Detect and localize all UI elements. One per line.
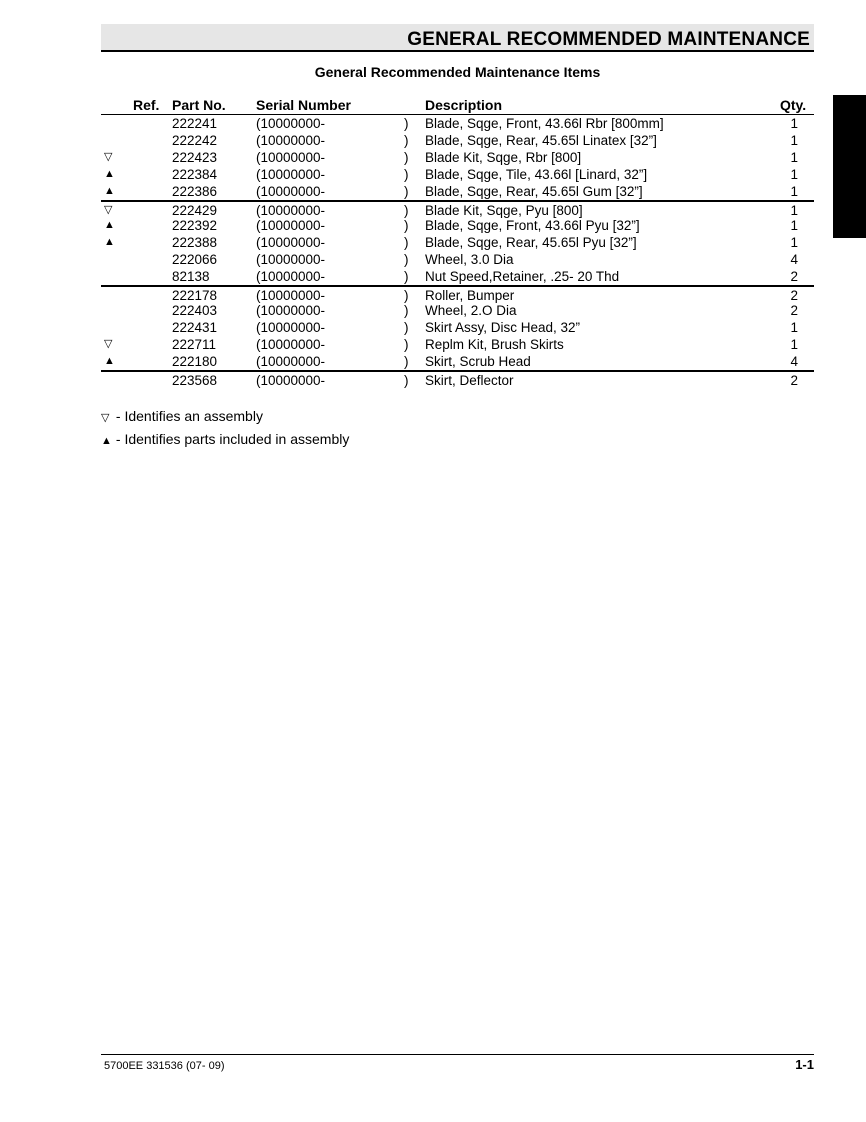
table-row: [101, 319, 814, 336]
row-part-number: 222403: [172, 303, 218, 318]
table-row: [101, 336, 814, 353]
row-quantity: 1: [790, 150, 798, 165]
page-number: 1-1: [795, 1057, 814, 1072]
row-description: Blade Kit, Sqge, Pyu [800]: [425, 203, 583, 218]
parts-table: [101, 115, 814, 387]
row-serial-number: (10000000-: [256, 303, 326, 318]
row-ref-symbol: ▽: [104, 151, 113, 163]
row-quantity: 2: [790, 269, 798, 284]
column-header-part-no: Part No.: [172, 97, 226, 113]
row-ref-symbol: ▲: [104, 185, 115, 197]
row-quantity: 1: [790, 320, 798, 335]
row-serial-close: ): [404, 150, 409, 165]
section-title: General Recommended Maintenance Items: [314, 64, 601, 80]
row-description: Skirt, Scrub Head: [425, 354, 531, 369]
row-part-number: 222429: [172, 203, 218, 218]
row-serial-close: ): [404, 167, 409, 182]
row-part-number: 222066: [172, 252, 218, 267]
row-serial-close: ): [404, 235, 409, 250]
row-quantity: 1: [790, 203, 798, 218]
row-description: Skirt Assy, Disc Head, 32”: [425, 320, 581, 335]
row-serial-number: (10000000-: [256, 133, 326, 148]
table-row: [101, 251, 814, 268]
row-description: Blade, Sqge, Front, 43.66l Pyu [32”]: [425, 218, 640, 233]
row-part-number: 222431: [172, 320, 218, 335]
row-quantity: 1: [790, 218, 798, 233]
row-description: Wheel, 3.0 Dia: [425, 252, 514, 267]
row-ref-symbol: ▲: [104, 168, 115, 180]
table-row: [101, 268, 814, 285]
row-part-number: 222711: [172, 337, 217, 352]
row-serial-close: ): [404, 373, 409, 388]
row-serial-close: ): [404, 133, 409, 148]
row-description: Nut Speed,Retainer, .25- 20 Thd: [425, 269, 620, 284]
column-header-serial-number: Serial Number: [256, 97, 351, 113]
footer-document-id: 5700EE 331536 (07- 09): [104, 1060, 225, 1072]
row-part-number: 222178: [172, 288, 218, 303]
row-serial-close: ): [404, 320, 409, 335]
table-row: [101, 285, 814, 302]
table-row: [101, 353, 814, 370]
row-serial-number: (10000000-: [256, 373, 326, 388]
header-band: [101, 24, 814, 52]
row-quantity: 1: [790, 116, 798, 131]
row-serial-number: (10000000-: [256, 235, 326, 250]
row-part-number: 222386: [172, 184, 218, 199]
table-row: [101, 115, 814, 132]
row-quantity: 1: [790, 235, 798, 250]
table-row: [101, 217, 814, 234]
row-part-number: 222241: [172, 116, 218, 131]
row-quantity: 1: [790, 167, 798, 182]
row-description: Blade, Sqge, Front, 43.66l Rbr [800mm]: [425, 116, 664, 131]
row-part-number: 222384: [172, 167, 218, 182]
row-serial-number: (10000000-: [256, 167, 326, 182]
row-ref-symbol: ▲: [104, 219, 115, 231]
row-serial-number: (10000000-: [256, 288, 326, 303]
row-description: Blade, Sqge, Tile, 43.66l [Linard, 32”]: [425, 167, 648, 182]
row-quantity: 2: [790, 303, 798, 318]
legend-assembly: [101, 408, 263, 424]
row-serial-close: ): [404, 252, 409, 267]
row-serial-close: ): [404, 288, 409, 303]
row-quantity: 1: [790, 337, 798, 352]
part-triangle-icon: ▲: [101, 435, 112, 447]
row-description: Replm Kit, Brush Skirts: [425, 337, 564, 352]
row-serial-number: (10000000-: [256, 320, 326, 335]
legend-assembly-text: - Identifies an assembly: [112, 408, 263, 424]
page-header-title: GENERAL RECOMMENDED MAINTENANCE: [407, 29, 810, 50]
table-row: [101, 200, 814, 217]
row-serial-number: (10000000-: [256, 150, 326, 165]
row-serial-close: ): [404, 303, 409, 318]
column-header-ref: Ref.: [133, 97, 160, 113]
row-ref-symbol: ▲: [104, 355, 115, 367]
row-description: Blade, Sqge, Rear, 45.65l Pyu [32”]: [425, 235, 637, 250]
row-part-number: 222180: [172, 354, 218, 369]
row-serial-close: ): [404, 116, 409, 131]
row-quantity: 2: [790, 373, 798, 388]
table-row: [101, 132, 814, 149]
table-row: [101, 370, 814, 387]
row-serial-number: (10000000-: [256, 337, 326, 352]
row-ref-symbol: ▽: [104, 204, 113, 216]
row-serial-close: ): [404, 218, 409, 233]
row-serial-close: ): [404, 184, 409, 199]
row-part-number: 222423: [172, 150, 218, 165]
row-description: Blade, Sqge, Rear, 45.65l Linatex [32”]: [425, 133, 657, 148]
table-row: [101, 149, 814, 166]
row-description: Blade Kit, Sqge, Rbr [800]: [425, 150, 582, 165]
section-side-tab: [833, 95, 866, 238]
row-serial-close: ): [404, 354, 409, 369]
footer-rule: [101, 1054, 814, 1055]
row-description: Roller, Bumper: [425, 288, 515, 303]
row-serial-number: (10000000-: [256, 218, 326, 233]
row-quantity: 1: [790, 184, 798, 199]
row-ref-symbol: ▽: [104, 338, 113, 350]
row-serial-number: (10000000-: [256, 203, 326, 218]
table-row: [101, 183, 814, 200]
row-serial-number: (10000000-: [256, 184, 326, 199]
row-serial-number: (10000000-: [256, 269, 326, 284]
legend-assembly-parts-text: - Identifies parts included in assembly: [112, 431, 350, 447]
legend-assembly-parts: [101, 431, 349, 447]
column-header-description: Description: [425, 97, 503, 113]
table-row: [101, 302, 814, 319]
row-part-number: 222242: [172, 133, 218, 148]
row-part-number: 222392: [172, 218, 218, 233]
row-part-number: 223568: [172, 373, 218, 388]
table-row: [101, 234, 814, 251]
row-serial-close: ): [404, 203, 409, 218]
row-serial-number: (10000000-: [256, 252, 326, 267]
row-serial-close: ): [404, 269, 409, 284]
row-serial-number: (10000000-: [256, 116, 326, 131]
column-header-qty: Qty.: [780, 97, 807, 113]
row-part-number: 82138: [172, 269, 210, 284]
row-quantity: 2: [790, 288, 798, 303]
row-part-number: 222388: [172, 235, 218, 250]
row-quantity: 4: [790, 252, 798, 267]
row-serial-number: (10000000-: [256, 354, 326, 369]
row-description: Wheel, 2.O Dia: [425, 303, 517, 318]
row-quantity: 4: [790, 354, 798, 369]
row-description: Skirt, Deflector: [425, 373, 514, 388]
row-quantity: 1: [790, 133, 798, 148]
row-serial-close: ): [404, 337, 409, 352]
table-row: [101, 166, 814, 183]
row-description: Blade, Sqge, Rear, 45.65l Gum [32”]: [425, 184, 643, 199]
assembly-triangle-icon: ▽: [101, 412, 110, 424]
row-ref-symbol: ▲: [104, 236, 115, 248]
